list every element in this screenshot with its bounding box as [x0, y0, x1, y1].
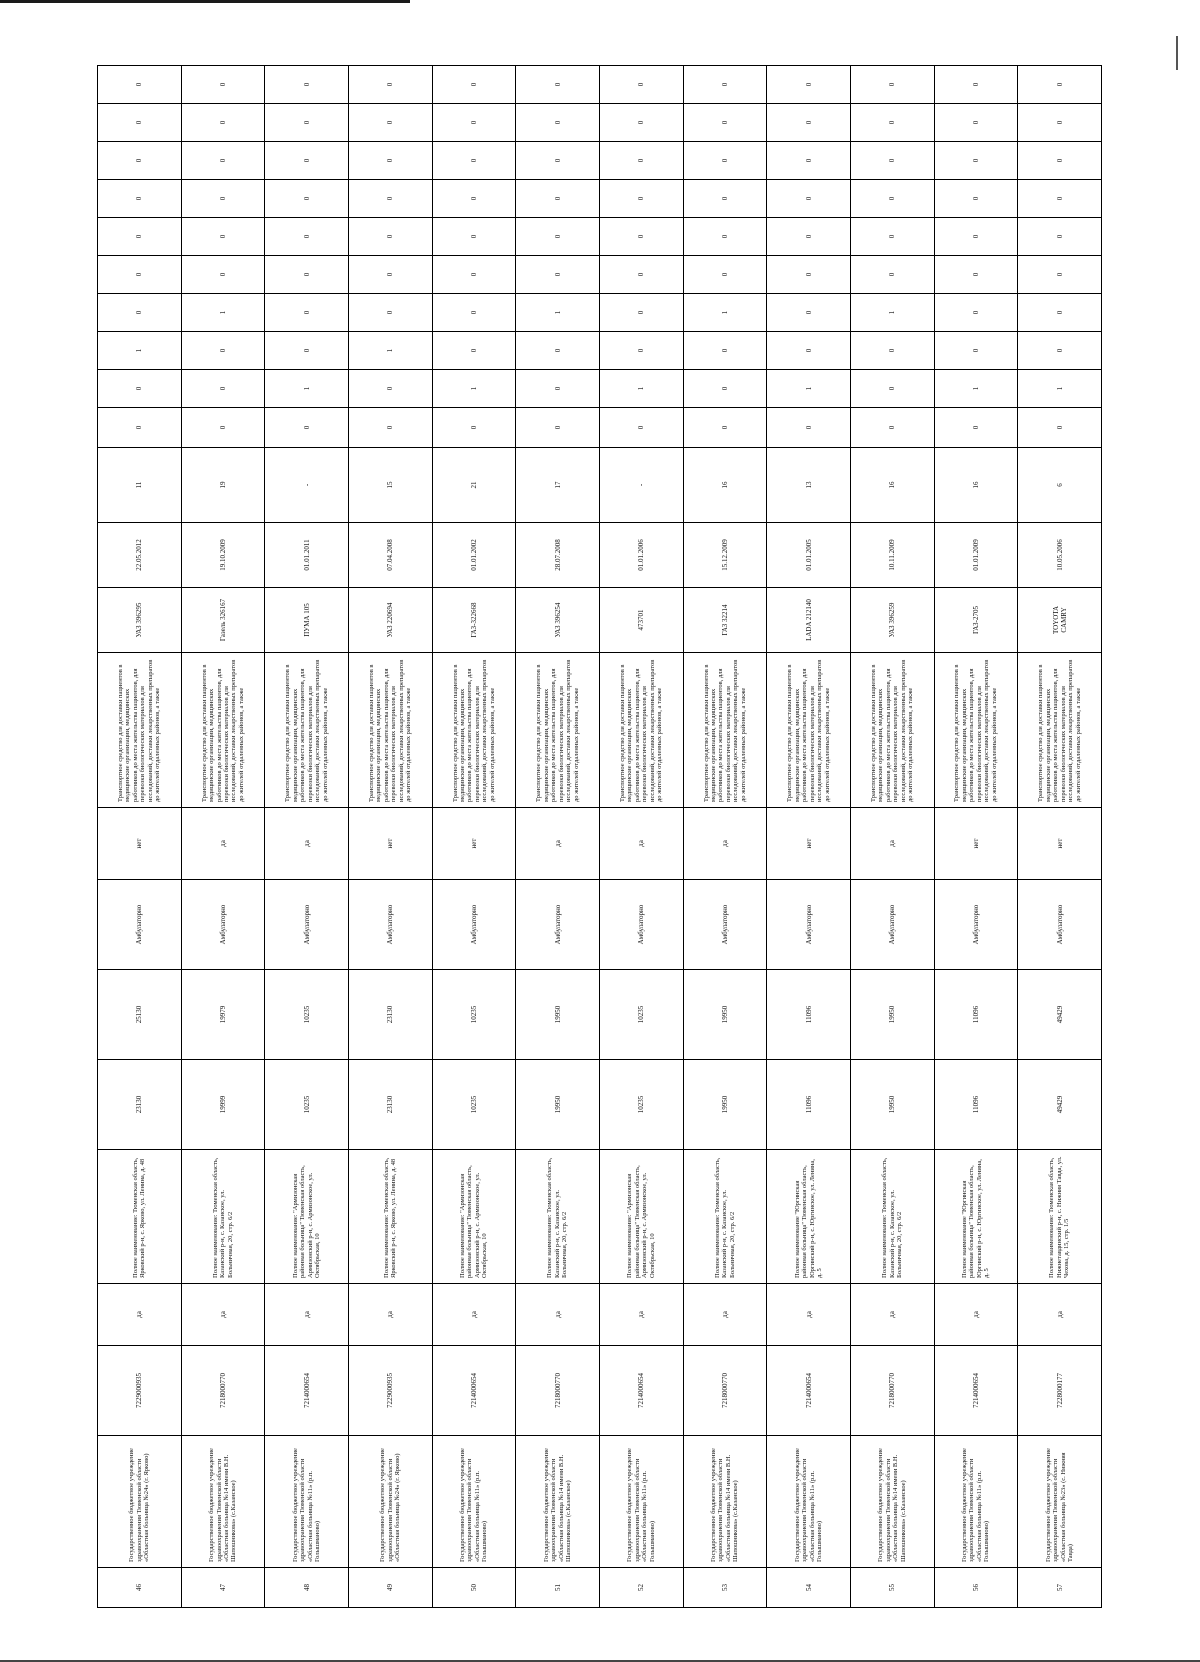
- cell-count-11: 0: [516, 66, 600, 104]
- cell-count-2: 0: [432, 408, 516, 448]
- cell-population-1: 19950: [850, 1060, 934, 1150]
- cell-row-number: 56: [934, 1568, 1018, 1608]
- cell-care-type: Амбулаторно: [767, 880, 851, 970]
- cell-count-8: 0: [934, 180, 1018, 218]
- cell-population-2: 19950: [850, 970, 934, 1060]
- cell-vehicle-model: LADA 212140: [767, 588, 851, 653]
- cell-count-6: 0: [516, 256, 600, 294]
- cell-org-name: Государственное бюджетное учреждение здравоохранения Тюменской области «Областная больница №11» (р.п. Голышманово): [767, 1436, 851, 1568]
- cell-count-1: -: [265, 448, 349, 523]
- cell-count-11: 0: [1018, 66, 1102, 104]
- cell-count-10: 0: [599, 104, 683, 142]
- cell-population-2: 19950: [683, 970, 767, 1060]
- cell-count-6: 0: [767, 256, 851, 294]
- cell-yes-no: да: [850, 808, 934, 880]
- cell-count-8: 0: [432, 180, 516, 218]
- cell-population-2: 23130: [348, 970, 432, 1060]
- cell-count-2: 0: [683, 408, 767, 448]
- cell-count-5: 0: [599, 294, 683, 332]
- cell-address: Полное наименование "Юргинская районная больница" Тюменская область, Юргинский р-н, с. Юргинское, ул. Ленина, д. 5: [767, 1150, 851, 1284]
- cell-row-number: 49: [348, 1568, 432, 1608]
- cell-inn: 7229000935: [98, 1346, 182, 1436]
- cell-address: Полное наименование: Тюменская область, Ярковский р-н, с. Ярково, ул. Ленина, д. 48: [98, 1150, 182, 1284]
- cell-population-1: 11096: [767, 1060, 851, 1150]
- cell-population-2: 10235: [599, 970, 683, 1060]
- cell-count-4: 0: [850, 332, 934, 370]
- cell-count-5: 0: [348, 294, 432, 332]
- cell-org-name: Государственное бюджетное учреждение здравоохранения Тюменской области «Областная больница №14 имени В.Н. Шапошникова» (с.Казанское): [516, 1436, 600, 1568]
- cell-count-10: 0: [683, 104, 767, 142]
- cell-yes-no: да: [181, 808, 265, 880]
- cell-count-5: 0: [767, 294, 851, 332]
- cell-count-1: 17: [516, 448, 600, 523]
- cell-count-5: 1: [181, 294, 265, 332]
- cell-count-4: 0: [181, 332, 265, 370]
- cell-count-3: 1: [432, 370, 516, 408]
- cell-yes-no: да: [599, 808, 683, 880]
- cell-count-6: 0: [1018, 256, 1102, 294]
- cell-date: 01.01.2011: [265, 523, 349, 588]
- cell-count-11: 0: [181, 66, 265, 104]
- cell-count-10: 0: [181, 104, 265, 142]
- cell-count-3: 0: [516, 370, 600, 408]
- cell-count-9: 0: [181, 142, 265, 180]
- cell-count-7: 0: [432, 218, 516, 256]
- cell-row-number: 55: [850, 1568, 934, 1608]
- cell-count-8: 0: [348, 180, 432, 218]
- cell-count-4: 0: [599, 332, 683, 370]
- cell-count-7: 0: [516, 218, 600, 256]
- cell-date: 19.10.2009: [181, 523, 265, 588]
- cell-count-6: 0: [98, 256, 182, 294]
- cell-flag: да: [850, 1284, 934, 1346]
- cell-count-1: 11: [98, 448, 182, 523]
- vehicle-table: [97, 65, 1102, 1608]
- cell-vehicle-model: ПУМА 105: [265, 588, 349, 653]
- cell-count-5: 1: [683, 294, 767, 332]
- cell-count-3: 1: [599, 370, 683, 408]
- cell-org-name: Государственное бюджетное учреждение здравоохранения Тюменской области «Областная больница №11» (р.п. Голышманово): [934, 1436, 1018, 1568]
- cell-purpose: Транспортное средство для доставки пациентов в медицинские организации, медицинских работников до места жительства пациентов, для перевозки биологических материалов для исследований, доставки лекарственных препаратов до жителей отдаленных районов, а также: [599, 653, 683, 808]
- cell-count-7: 0: [265, 218, 349, 256]
- cell-row-number: 47: [181, 1568, 265, 1608]
- cell-count-4: 0: [683, 332, 767, 370]
- cell-count-1: 21: [432, 448, 516, 523]
- cell-purpose: Транспортное средство для доставки пациентов в медицинские организации, медицинских работников до места жительства пациентов, для перевозки биологических материалов для исследований, доставки лекарственных препаратов до жителей отдаленных районов, а также: [1018, 653, 1102, 808]
- cell-count-10: 0: [98, 104, 182, 142]
- cell-count-2: 0: [599, 408, 683, 448]
- table-row: [348, 66, 432, 1608]
- cell-row-number: 52: [599, 1568, 683, 1608]
- cell-count-1: 16: [850, 448, 934, 523]
- cell-count-10: 0: [432, 104, 516, 142]
- cell-count-11: 0: [432, 66, 516, 104]
- cell-count-8: 0: [516, 180, 600, 218]
- cell-count-9: 0: [767, 142, 851, 180]
- cell-purpose: Транспортное средство для доставки пациентов в медицинские организации, медицинских работников до места жительства пациентов, для перевозки биологических материалов для исследований, доставки лекарственных препаратов до жителей отдаленных районов, а также: [98, 653, 182, 808]
- cell-count-6: 0: [850, 256, 934, 294]
- cell-count-9: 0: [98, 142, 182, 180]
- cell-yes-no: нет: [98, 808, 182, 880]
- cell-address: Полное наименование: Тюменская область, Казанский р-н, с. Казанское, ул. Больничная, 20, стр. 6/2: [850, 1150, 934, 1284]
- cell-count-5: 0: [934, 294, 1018, 332]
- cell-care-type: Амбулаторно: [181, 880, 265, 970]
- cell-count-7: 0: [599, 218, 683, 256]
- cell-count-9: 0: [265, 142, 349, 180]
- cell-row-number: 54: [767, 1568, 851, 1608]
- table-row: [98, 66, 182, 1608]
- cell-address: Полное наименование: "Армизонская районная больница" Тюменская область, Армизонский р-н, с. Армизонское, ул. Октябрьская, 10: [265, 1150, 349, 1284]
- cell-org-name: Государственное бюджетное учреждение здравоохранения Тюменской области «Областная больница №11» (р.п. Голышманово): [599, 1436, 683, 1568]
- cell-care-type: Амбулаторно: [599, 880, 683, 970]
- cell-count-5: 0: [432, 294, 516, 332]
- cell-population-1: 11096: [934, 1060, 1018, 1150]
- cell-org-name: Государственное бюджетное учреждение здравоохранения Тюменской области «Областная больница №24» (г. Ярково): [348, 1436, 432, 1568]
- cell-population-2: 49429: [1018, 970, 1102, 1060]
- cell-count-4: 1: [98, 332, 182, 370]
- cell-flag: да: [98, 1284, 182, 1346]
- cell-count-4: 0: [516, 332, 600, 370]
- cell-population-2: 19950: [516, 970, 600, 1060]
- cell-population-2: 10235: [265, 970, 349, 1060]
- cell-count-6: 0: [599, 256, 683, 294]
- cell-count-11: 0: [767, 66, 851, 104]
- cell-org-name: Государственное бюджетное учреждение здравоохранения Тюменской области «Областная больница №24» (г. Ярково): [98, 1436, 182, 1568]
- cell-count-9: 0: [1018, 142, 1102, 180]
- cell-yes-no: нет: [934, 808, 1018, 880]
- cell-count-1: 16: [934, 448, 1018, 523]
- cell-population-1: 10235: [599, 1060, 683, 1150]
- cell-row-number: 46: [98, 1568, 182, 1608]
- cell-address: Полное наименование: "Армизонская районная больница" Тюменская область, Армизонский р-н, с. Армизонское, ул. Октябрьская, 10: [432, 1150, 516, 1284]
- cell-count-10: 0: [348, 104, 432, 142]
- cell-care-type: Амбулаторно: [850, 880, 934, 970]
- cell-row-number: 50: [432, 1568, 516, 1608]
- cell-flag: да: [767, 1284, 851, 1346]
- cell-purpose: Транспортное средство для доставки пациентов в медицинские организации, медицинских работников до места жительства пациентов, для перевозки биологических материалов для исследований, доставки лекарственных препаратов до жителей отдаленных районов, а также: [767, 653, 851, 808]
- cell-count-8: 0: [265, 180, 349, 218]
- cell-purpose: Транспортное средство для доставки пациентов в медицинские организации, медицинских работников до места жительства пациентов, для перевозки биологических материалов для исследований, доставки лекарственных препаратов до жителей отдаленных районов, а также: [348, 653, 432, 808]
- cell-flag: да: [599, 1284, 683, 1346]
- cell-care-type: Амбулаторно: [1018, 880, 1102, 970]
- cell-purpose: Транспортное средство для доставки пациентов в медицинские организации, медицинских работников до места жительства пациентов, для перевозки биологических материалов для исследований, доставки лекарственных препаратов до жителей отдаленных районов, а также: [432, 653, 516, 808]
- cell-count-4: 0: [767, 332, 851, 370]
- cell-count-1: 13: [767, 448, 851, 523]
- cell-count-3: 0: [683, 370, 767, 408]
- cell-count-9: 0: [516, 142, 600, 180]
- cell-inn: 7218000770: [850, 1346, 934, 1436]
- table-row: [1018, 66, 1102, 1608]
- cell-count-3: 1: [934, 370, 1018, 408]
- cell-address: Полное наименование "Юргинская районная больница" Тюменская область, Юргинский р-н, с. Юргинское, ул. Ленина, д. 5: [934, 1150, 1018, 1284]
- cell-count-4: 0: [265, 332, 349, 370]
- cell-purpose: Транспортное средство для доставки пациентов в медицинские организации, медицинских работников до места жительства пациентов, для перевозки биологических материалов для исследований, доставки лекарственных препаратов до жителей отдаленных районов, а также: [850, 653, 934, 808]
- cell-inn: 7214000654: [599, 1346, 683, 1436]
- cell-count-9: 0: [683, 142, 767, 180]
- cell-address: Полное наименование: Тюменская область, Нижнетавдинский р-н, с. Нижняя Тавда, ул. Чехова, д. 15, стр. 1/5: [1018, 1150, 1102, 1284]
- cell-date: 10.05.2006: [1018, 523, 1102, 588]
- cell-address: Полное наименование: Тюменская область, Ярковский р-н, с. Ярково, ул. Ленина, д. 48: [348, 1150, 432, 1284]
- cell-care-type: Амбулаторно: [348, 880, 432, 970]
- cell-count-3: 0: [850, 370, 934, 408]
- cell-inn: 7214000654: [265, 1346, 349, 1436]
- cell-address: Полное наименование: Тюменская область, Казанский р-н, с. Казанское, ул. Больничная, 20, стр. 6/2: [516, 1150, 600, 1284]
- cell-flag: да: [1018, 1284, 1102, 1346]
- cell-vehicle-model: TOYOTA CAMRY: [1018, 588, 1102, 653]
- cell-count-6: 0: [348, 256, 432, 294]
- cell-population-2: 11096: [934, 970, 1018, 1060]
- cell-count-5: 0: [265, 294, 349, 332]
- cell-vehicle-model: ГАЗ 32214: [683, 588, 767, 653]
- cell-inn: 7214000654: [934, 1346, 1018, 1436]
- cell-count-5: 1: [850, 294, 934, 332]
- table-row: [850, 66, 934, 1608]
- cell-count-8: 0: [181, 180, 265, 218]
- table-row: [683, 66, 767, 1608]
- cell-date: 01.01.2009: [934, 523, 1018, 588]
- rotated-page: [97, 82, 1102, 1608]
- cell-count-2: 0: [934, 408, 1018, 448]
- cell-population-1: 49429: [1018, 1060, 1102, 1150]
- cell-count-5: 0: [98, 294, 182, 332]
- cell-count-11: 0: [934, 66, 1018, 104]
- cell-population-2: 10235: [432, 970, 516, 1060]
- cell-population-1: 23130: [98, 1060, 182, 1150]
- cell-count-4: 1: [348, 332, 432, 370]
- cell-flag: да: [432, 1284, 516, 1346]
- cell-count-9: 0: [850, 142, 934, 180]
- cell-count-2: 0: [181, 408, 265, 448]
- cell-count-4: 0: [1018, 332, 1102, 370]
- cell-purpose: Транспортное средство для доставки пациентов в медицинские организации, медицинских работников до места жительства пациентов, для перевозки биологических материалов для исследований, доставки лекарственных препаратов до жителей отдаленных районов, а также: [181, 653, 265, 808]
- cell-flag: да: [516, 1284, 600, 1346]
- cell-date: 01.01.2005: [767, 523, 851, 588]
- cell-count-3: 0: [348, 370, 432, 408]
- table-row: [767, 66, 851, 1608]
- cell-row-number: 57: [1018, 1568, 1102, 1608]
- cell-purpose: Транспортное средство для доставки пациентов в медицинские организации, медицинских работников до места жительства пациентов, для перевозки биологических материалов для исследований, доставки лекарственных препаратов до жителей отдаленных районов, а также: [683, 653, 767, 808]
- cell-population-1: 19950: [516, 1060, 600, 1150]
- cell-vehicle-model: 473701: [599, 588, 683, 653]
- scan-edge-top: [0, 0, 410, 3]
- cell-date: 01.01.2002: [432, 523, 516, 588]
- cell-care-type: Амбулаторно: [934, 880, 1018, 970]
- cell-org-name: Государственное бюджетное учреждение здравоохранения Тюменской области «Областная больница №23» (с. Нижняя Тавда): [1018, 1436, 1102, 1568]
- cell-count-9: 0: [348, 142, 432, 180]
- cell-count-2: 0: [1018, 408, 1102, 448]
- cell-count-10: 0: [767, 104, 851, 142]
- cell-count-7: 0: [1018, 218, 1102, 256]
- cell-vehicle-model: Газель 326167: [181, 588, 265, 653]
- table-row: [516, 66, 600, 1608]
- cell-yes-no: да: [516, 808, 600, 880]
- cell-vehicle-model: ГАЗ-322668: [432, 588, 516, 653]
- cell-count-11: 0: [265, 66, 349, 104]
- cell-vehicle-model: ГАЗ-2705: [934, 588, 1018, 653]
- cell-org-name: Государственное бюджетное учреждение здравоохранения Тюменской области «Областная больница №14 имени В.Н. Шапошникова» (с.Казанское): [181, 1436, 265, 1568]
- cell-address: Полное наименование: "Армизонская районная больница" Тюменская область, Армизонский р-н, с. Армизонское, ул. Октябрьская, 10: [599, 1150, 683, 1284]
- cell-care-type: Амбулаторно: [265, 880, 349, 970]
- cell-count-4: 0: [934, 332, 1018, 370]
- cell-count-6: 0: [181, 256, 265, 294]
- cell-count-8: 0: [683, 180, 767, 218]
- cell-count-8: 0: [850, 180, 934, 218]
- cell-inn: 7218000770: [683, 1346, 767, 1436]
- cell-vehicle-model: УАЗ 396254: [516, 588, 600, 653]
- cell-org-name: Государственное бюджетное учреждение здравоохранения Тюменской области «Областная больница №11» (р.п. Голышманово): [432, 1436, 516, 1568]
- cell-inn: 7229000935: [348, 1346, 432, 1436]
- cell-date: 22.05.2012: [98, 523, 182, 588]
- cell-count-6: 0: [683, 256, 767, 294]
- cell-population-2: 25130: [98, 970, 182, 1060]
- cell-count-4: 0: [432, 332, 516, 370]
- scan-mark-right: [1176, 36, 1178, 70]
- cell-inn: 7214000654: [767, 1346, 851, 1436]
- cell-count-11: 0: [850, 66, 934, 104]
- cell-flag: да: [181, 1284, 265, 1346]
- cell-care-type: Амбулаторно: [432, 880, 516, 970]
- cell-count-6: 0: [265, 256, 349, 294]
- cell-population-1: 19999: [181, 1060, 265, 1150]
- cell-date: 01.01.2006: [599, 523, 683, 588]
- cell-count-2: 0: [767, 408, 851, 448]
- cell-population-2: 19979: [181, 970, 265, 1060]
- cell-count-7: 0: [98, 218, 182, 256]
- cell-date: 07.04.2008: [348, 523, 432, 588]
- cell-count-10: 0: [934, 104, 1018, 142]
- cell-date: 28.07.2008: [516, 523, 600, 588]
- cell-row-number: 51: [516, 1568, 600, 1608]
- cell-vehicle-model: УАЗ 220694: [348, 588, 432, 653]
- cell-row-number: 53: [683, 1568, 767, 1608]
- cell-count-7: 0: [934, 218, 1018, 256]
- cell-population-1: 23130: [348, 1060, 432, 1150]
- cell-count-10: 0: [516, 104, 600, 142]
- cell-count-1: 16: [683, 448, 767, 523]
- cell-population-1: 19950: [683, 1060, 767, 1150]
- table-row: [599, 66, 683, 1608]
- cell-org-name: Государственное бюджетное учреждение здравоохранения Тюменской области «Областная больница №14 имени В.Н. Шапошникова» (с.Казанское): [683, 1436, 767, 1568]
- cell-yes-no: нет: [348, 808, 432, 880]
- cell-count-11: 0: [683, 66, 767, 104]
- cell-purpose: Транспортное средство для доставки пациентов в медицинские организации, медицинских работников до места жительства пациентов, для перевозки биологических материалов для исследований, доставки лекарственных препаратов до жителей отдаленных районов, а также: [265, 653, 349, 808]
- cell-date: 15.12.2009: [683, 523, 767, 588]
- cell-count-8: 0: [98, 180, 182, 218]
- cell-count-1: 6: [1018, 448, 1102, 523]
- cell-count-8: 0: [1018, 180, 1102, 218]
- cell-count-2: 0: [98, 408, 182, 448]
- cell-count-3: 1: [767, 370, 851, 408]
- cell-count-8: 0: [767, 180, 851, 218]
- cell-count-2: 0: [516, 408, 600, 448]
- cell-flag: да: [348, 1284, 432, 1346]
- cell-yes-no: нет: [432, 808, 516, 880]
- cell-care-type: Амбулаторно: [683, 880, 767, 970]
- cell-vehicle-model: УАЗ 396259: [850, 588, 934, 653]
- cell-count-7: 0: [850, 218, 934, 256]
- cell-yes-no: да: [683, 808, 767, 880]
- cell-count-7: 0: [683, 218, 767, 256]
- cell-count-8: 0: [599, 180, 683, 218]
- cell-count-7: 0: [181, 218, 265, 256]
- cell-count-2: 0: [265, 408, 349, 448]
- table-row: [934, 66, 1018, 1608]
- cell-flag: да: [683, 1284, 767, 1346]
- cell-address: Полное наименование: Тюменская область, Казанский р-н, с. Казанское, ул. Больничная, 20, стр. 6/2: [683, 1150, 767, 1284]
- cell-population-1: 10235: [432, 1060, 516, 1150]
- cell-count-2: 0: [348, 408, 432, 448]
- cell-count-11: 0: [348, 66, 432, 104]
- cell-count-3: 0: [181, 370, 265, 408]
- cell-purpose: Транспортное средство для доставки пациентов в медицинские организации, медицинских работников до места жительства пациентов, для перевозки биологических материалов для исследований, доставки лекарственных препаратов до жителей отдаленных районов, а также: [934, 653, 1018, 808]
- table-row: [181, 66, 265, 1608]
- cell-inn: 7228000177: [1018, 1346, 1102, 1436]
- cell-count-9: 0: [432, 142, 516, 180]
- cell-count-10: 0: [850, 104, 934, 142]
- cell-count-7: 0: [348, 218, 432, 256]
- cell-flag: да: [265, 1284, 349, 1346]
- cell-count-5: 0: [1018, 294, 1102, 332]
- cell-count-1: 19: [181, 448, 265, 523]
- table-row: [432, 66, 516, 1608]
- cell-inn: 7218000770: [516, 1346, 600, 1436]
- cell-org-name: Государственное бюджетное учреждение здравоохранения Тюменской области «Областная больница №11» (р.п. Голышманово): [265, 1436, 349, 1568]
- cell-row-number: 48: [265, 1568, 349, 1608]
- cell-address: Полное наименование: Тюменская область, Казанский р-н, с. Казанское, ул. Больничная, 20, стр. 6/2: [181, 1150, 265, 1284]
- cell-count-2: 0: [850, 408, 934, 448]
- cell-count-3: 1: [1018, 370, 1102, 408]
- cell-count-6: 0: [432, 256, 516, 294]
- cell-count-6: 0: [934, 256, 1018, 294]
- cell-count-11: 0: [98, 66, 182, 104]
- cell-count-1: -: [599, 448, 683, 523]
- cell-count-10: 0: [265, 104, 349, 142]
- cell-purpose: Транспортное средство для доставки пациентов в медицинские организации, медицинских работников до места жительства пациентов, для перевозки биологических материалов для исследований, доставки лекарственных препаратов до жителей отдаленных районов, а также: [516, 653, 600, 808]
- cell-count-3: 0: [98, 370, 182, 408]
- cell-inn: 7214000654: [432, 1346, 516, 1436]
- cell-count-5: 1: [516, 294, 600, 332]
- cell-flag: да: [934, 1284, 1018, 1346]
- cell-count-1: 15: [348, 448, 432, 523]
- table-row: [265, 66, 349, 1608]
- cell-vehicle-model: УАЗ 396295: [98, 588, 182, 653]
- cell-count-9: 0: [599, 142, 683, 180]
- cell-inn: 7218000770: [181, 1346, 265, 1436]
- cell-org-name: Государственное бюджетное учреждение здравоохранения Тюменской области «Областная больница №14 имени В.Н. Шапошникова» (с.Казанское): [850, 1436, 934, 1568]
- cell-population-2: 11096: [767, 970, 851, 1060]
- cell-count-9: 0: [934, 142, 1018, 180]
- cell-count-11: 0: [599, 66, 683, 104]
- cell-count-7: 0: [767, 218, 851, 256]
- cell-yes-no: да: [265, 808, 349, 880]
- cell-date: 10.11.2009: [850, 523, 934, 588]
- cell-care-type: Амбулаторно: [98, 880, 182, 970]
- cell-count-3: 1: [265, 370, 349, 408]
- cell-yes-no: нет: [767, 808, 851, 880]
- cell-care-type: Амбулаторно: [516, 880, 600, 970]
- cell-count-10: 0: [1018, 104, 1102, 142]
- cell-population-1: 10235: [265, 1060, 349, 1150]
- cell-yes-no: нет: [1018, 808, 1102, 880]
